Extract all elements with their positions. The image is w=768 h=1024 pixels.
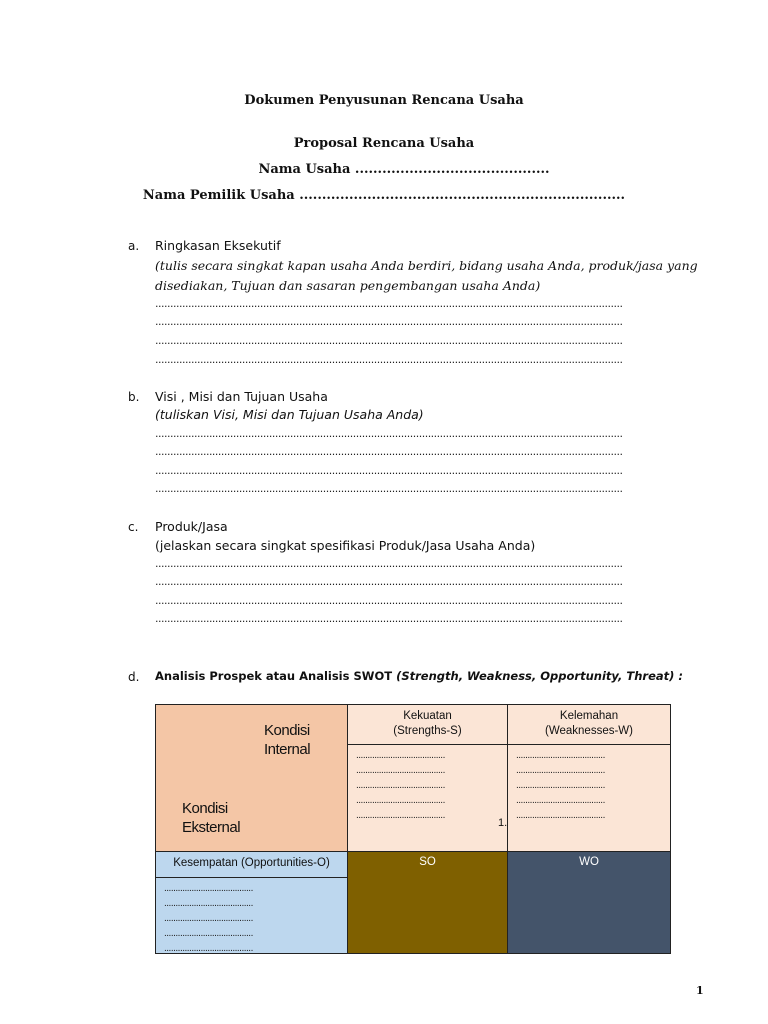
section-a-dotline-4: ............................................................................................................................................................ [155,353,623,366]
strengths-cell [347,704,508,852]
section-c-marker: c. [128,520,139,534]
section-a-heading: Ringkasan Eksekutif [155,238,281,253]
section-b-dotline-1: ............................................................................................................................................................ [155,427,623,440]
proposal-title: Proposal Rencana Usaha [293,136,475,151]
swot-table [155,704,671,954]
section-d-marker: d. [128,670,140,684]
section-b-instruction: (tuliskan Visi, Misi dan Tujuan Usaha Anda) [155,407,424,422]
internal-label: Kondisi Internal [264,722,311,758]
section-c-instruction: (jelaskan secara singkat spesifikasi Produk/Jasa Usaha Anda) [155,538,536,553]
external-label: Kondisi Eksternal [182,800,241,836]
swot-corner-cell [155,704,348,852]
weaknesses-header: Kelemahan (Weaknesses-W) [545,710,633,737]
so-label: SO [419,856,436,868]
section-d-heading-italic: (Strength, Weakness, Opportunity, Threat) : [396,669,683,683]
opportunities-cell [155,851,348,954]
section-b-marker: b. [128,390,140,404]
section-a-dotline-1: ............................................................................................................................................................ [155,297,623,310]
section-b-dotline-2: ............................................................................................................................................................ [155,445,623,458]
section-c-dotline-4: ............................................................................................................................................................ [155,612,623,625]
owner-name-field: Nama Pemilik Usaha ........................................................................ [142,188,626,203]
strengths-header: Kekuatan (Strengths-S) [393,710,462,737]
section-a-dotline-2: ............................................................................................................................................................ [155,315,623,328]
section-c-heading: Produk/Jasa [155,519,228,534]
section-c-dotline-3: ............................................................................................................................................................ [155,594,623,607]
wo-label: WO [579,856,599,868]
wo-cell [507,851,671,954]
business-name-field: Nama Usaha ........................................... [258,162,550,177]
section-a-instruction-2: disediakan, Tujuan dan sasaran pengembangan usaha Anda) [155,278,541,293]
section-c-dotline-1: ............................................................................................................................................................ [155,557,623,570]
weaknesses-cell [507,704,671,852]
section-b-heading: Visi , Misi dan Tujuan Usaha [155,389,328,404]
stray-list-marker: 1. [498,817,508,829]
opportunities-lines: ....................................... ....................................... ....................................... ....................................... ....................................... [164,883,253,954]
so-cell [347,851,508,954]
section-c-dotline-2: ............................................................................................................................................................ [155,575,623,588]
document-title: Dokumen Penyusunan Rencana Usaha [244,93,524,108]
section-a-marker: a. [128,239,140,253]
section-a-instruction-1: (tulis secara singkat kapan usaha Anda berdiri, bidang usaha Anda, produk/jasa yang [155,258,698,273]
section-d-heading [155,669,683,683]
section-d-heading-text: Analisis Prospek atau Analisis SWOT [155,669,393,683]
opportunities-header: Kesempatan (Opportunities-O) [156,852,347,878]
section-b-dotline-3: ............................................................................................................................................................ [155,464,623,477]
section-b-dotline-4: ............................................................................................................................................................ [155,482,623,495]
weaknesses-lines: ....................................... ....................................... ....................................... ....................................... ....................................... [516,750,605,821]
page-number: 1 [696,984,704,997]
strengths-lines: ....................................... ....................................... ....................................... ....................................... ....................................... [356,750,445,821]
section-a-dotline-3: ............................................................................................................................................................ [155,334,623,347]
